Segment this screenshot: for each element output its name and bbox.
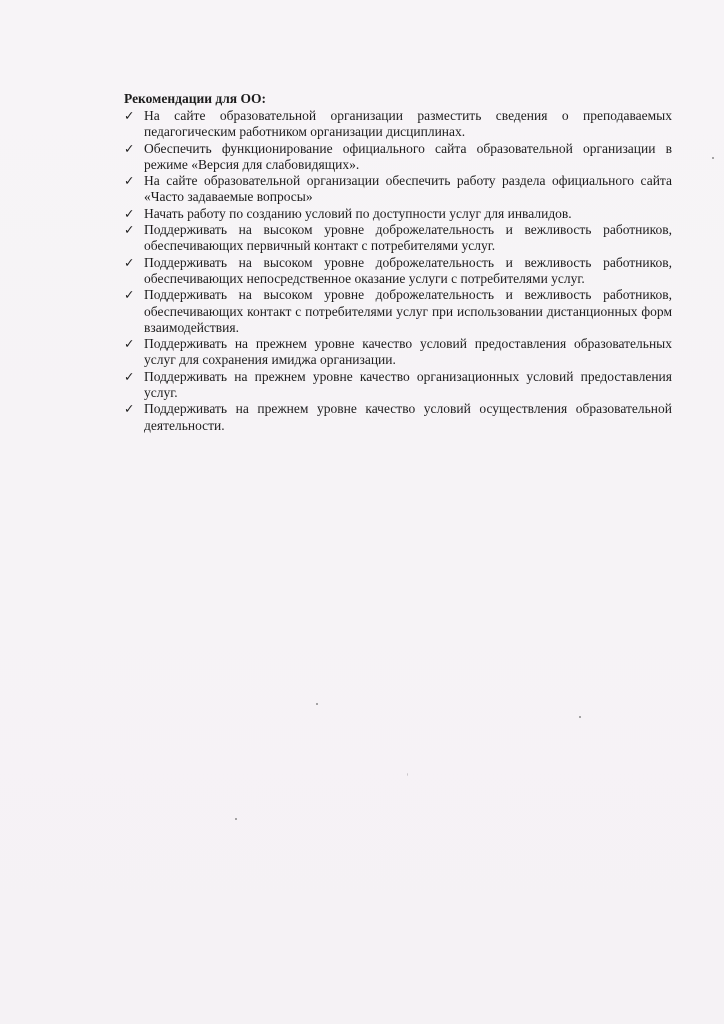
list-item-text: На сайте образовательной организации обеспечить работу раздела официального сайта «Часто задаваемые вопросы» bbox=[144, 173, 672, 205]
list-item-text: Поддерживать на высоком уровне доброжелательность и вежливость работников, обеспечивающих первичный контакт с потребителями услуг. bbox=[144, 222, 672, 254]
check-mark-icon: ✓ bbox=[124, 173, 135, 189]
recommendations-heading: Рекомендации для ОО: bbox=[124, 91, 266, 106]
check-mark-icon: ✓ bbox=[124, 368, 135, 384]
list-item bbox=[124, 369, 672, 402]
check-mark-icon: ✓ bbox=[124, 401, 135, 417]
list-item bbox=[124, 222, 672, 255]
list-item-text: Поддерживать на прежнем уровне качество условий предоставления образовательных услуг для сохранения имиджа организации. bbox=[144, 336, 672, 368]
list-item-text: Поддерживать на прежнем уровне качество организационных условий предоставления услуг. bbox=[144, 368, 672, 401]
check-mark-icon: ✓ bbox=[124, 108, 135, 123]
list-item bbox=[124, 287, 672, 336]
check-mark-icon: ✓ bbox=[124, 205, 135, 221]
list-item bbox=[124, 173, 672, 206]
scan-speck bbox=[316, 703, 318, 705]
check-mark-icon: ✓ bbox=[124, 336, 135, 352]
list-item-text: Поддерживать на прежнем уровне качество условий осуществления образовательной деятельности. bbox=[144, 401, 672, 433]
list-item-text: Начать работу по созданию условий по доступности услуг для инвалидов. bbox=[144, 205, 572, 221]
scan-speck bbox=[579, 716, 581, 718]
list-item-text: Поддерживать на высоком уровне доброжелательность и вежливость работников, обеспечивающих непосредственное оказание услуги с потребителями услуг. bbox=[144, 254, 672, 286]
recommendations-list bbox=[124, 108, 672, 434]
list-item bbox=[124, 141, 672, 174]
list-item bbox=[124, 206, 672, 222]
list-item-text: Поддерживать на высоком уровне доброжелательность и вежливость работников, обеспечивающих контакт с потребителями услуг при использовании дистанционных форм взаимодействия. bbox=[144, 287, 672, 335]
list-item bbox=[124, 401, 672, 434]
list-item bbox=[124, 255, 672, 288]
scan-speck bbox=[407, 773, 408, 776]
check-mark-icon: ✓ bbox=[124, 254, 135, 270]
scan-speck bbox=[235, 818, 237, 820]
scan-speck bbox=[712, 157, 714, 159]
recommendations-block bbox=[124, 90, 672, 434]
check-mark-icon: ✓ bbox=[124, 222, 135, 238]
list-item-text: Обеспечить функционирование официального сайта образовательной организации в режиме «Версия для слабовидящих». bbox=[144, 140, 672, 172]
list-item bbox=[124, 336, 672, 369]
check-mark-icon: ✓ bbox=[124, 287, 135, 303]
list-item-text: На сайте образовательной организации разместить сведения о преподаваемых педагогическим работником организации дисциплинах. bbox=[144, 108, 672, 140]
list-item bbox=[124, 108, 672, 141]
check-mark-icon: ✓ bbox=[124, 140, 135, 156]
